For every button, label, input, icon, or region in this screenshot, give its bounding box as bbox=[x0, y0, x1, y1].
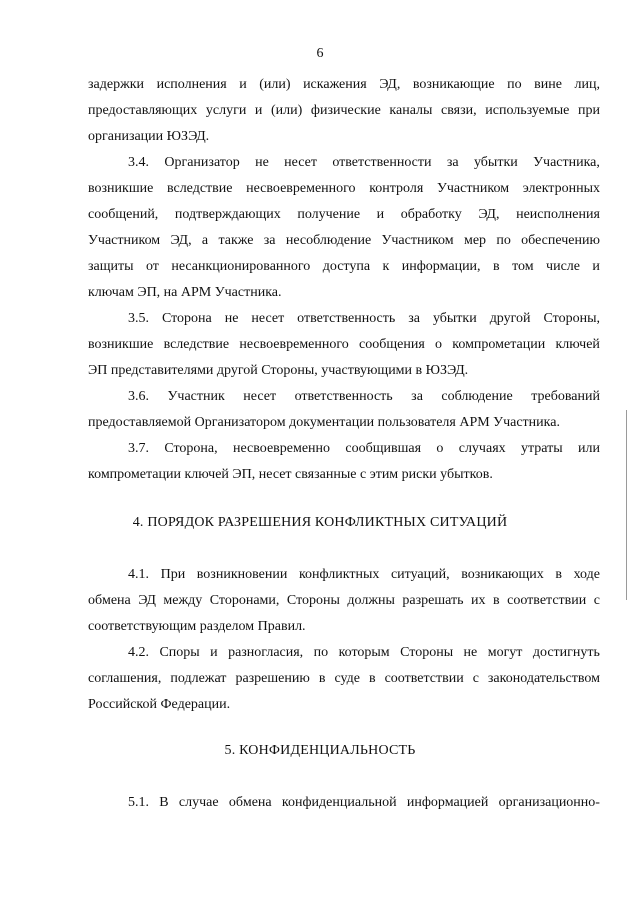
word: несет bbox=[251, 311, 285, 326]
word: Участником bbox=[381, 233, 454, 248]
word: о bbox=[435, 337, 443, 352]
word: ходе bbox=[573, 567, 600, 582]
word: искажения bbox=[303, 77, 367, 92]
word: ответственности bbox=[332, 155, 432, 170]
word: разрешать bbox=[402, 593, 464, 608]
word: по bbox=[496, 233, 511, 248]
section-heading-4: 4. ПОРЯДОК РАЗРЕШЕНИЯ КОНФЛИКТНЫХ СИТУАЦИЙ bbox=[132, 515, 508, 530]
word: Сторона bbox=[161, 311, 212, 326]
word: Сторонами, bbox=[209, 593, 280, 608]
word: доступа bbox=[322, 259, 371, 274]
word: несвоевременно bbox=[232, 441, 331, 456]
word: 3.4. bbox=[128, 155, 149, 170]
word: сообщившая bbox=[345, 441, 422, 456]
word: по bbox=[507, 77, 522, 92]
word: несоблюдение bbox=[285, 233, 372, 248]
word: несанкционированного bbox=[171, 259, 311, 274]
word: Организатор bbox=[164, 155, 240, 170]
paragraph-3-4 bbox=[88, 150, 600, 306]
word: том bbox=[512, 259, 534, 274]
word: с bbox=[593, 593, 600, 608]
word: несвоевременного bbox=[239, 337, 349, 352]
word: Участником bbox=[88, 233, 161, 248]
word: (или) bbox=[271, 103, 303, 118]
text-line: Российской Федерации. bbox=[88, 697, 231, 712]
word: конфиденциальной bbox=[281, 795, 397, 810]
word: по bbox=[313, 645, 329, 660]
paragraph-4-1 bbox=[88, 562, 600, 640]
word: и bbox=[254, 103, 263, 118]
text-line bbox=[88, 98, 600, 124]
word: их bbox=[471, 593, 486, 608]
word: контроля bbox=[369, 181, 424, 196]
word: в bbox=[318, 671, 326, 686]
text-line bbox=[88, 790, 600, 816]
word: не bbox=[255, 155, 269, 170]
word: вине bbox=[534, 77, 562, 92]
word: с bbox=[472, 671, 479, 686]
word: вследствие bbox=[163, 337, 230, 352]
word: требований bbox=[531, 389, 600, 404]
word: несвоевременного bbox=[246, 181, 356, 196]
word: организационно- bbox=[498, 795, 600, 810]
word: законодательством bbox=[487, 671, 600, 686]
word: электронных bbox=[522, 181, 600, 196]
text-line: организации ЮЗЭД. bbox=[88, 129, 210, 144]
word: в bbox=[555, 567, 562, 582]
word: 4.1. bbox=[128, 567, 149, 582]
paragraph-3-5 bbox=[88, 306, 600, 384]
word: В bbox=[159, 795, 169, 810]
word: При bbox=[160, 567, 186, 582]
word: возникшие bbox=[88, 181, 154, 196]
word: разногласия, bbox=[228, 645, 304, 660]
text-line: ЭП представителями другой Стороны, участвующими в ЮЗЭД. bbox=[88, 363, 469, 378]
word: соответствии bbox=[384, 671, 464, 686]
paragraph-intro bbox=[88, 72, 600, 150]
word: соответствии bbox=[507, 593, 587, 608]
text-line: соответствующим разделом Правил. bbox=[88, 619, 306, 634]
word: другой bbox=[489, 311, 531, 326]
word: за bbox=[408, 311, 420, 326]
word: соблюдение bbox=[441, 389, 513, 404]
text-line bbox=[88, 306, 600, 332]
page-number: 6 bbox=[316, 46, 324, 61]
word: которым bbox=[338, 645, 390, 660]
word: 4.2. bbox=[128, 645, 149, 660]
section-heading-5: 5. КОНФИДЕНЦИАЛЬНОСТЬ bbox=[224, 743, 416, 758]
text-line bbox=[88, 666, 600, 692]
word: в bbox=[368, 671, 376, 686]
word: каналы bbox=[389, 103, 433, 118]
word: к bbox=[382, 259, 390, 274]
word: Участником bbox=[436, 181, 510, 196]
word: могут bbox=[487, 645, 523, 660]
word: и bbox=[592, 259, 600, 274]
word: ситуаций, bbox=[390, 567, 450, 582]
word: Споры bbox=[159, 645, 200, 660]
word: убытки bbox=[432, 311, 477, 326]
word: обмена bbox=[88, 593, 131, 608]
word: сообщений, bbox=[88, 207, 159, 222]
word: и bbox=[210, 645, 218, 660]
word: 3.5. bbox=[128, 311, 149, 326]
word: 3.6. bbox=[128, 389, 149, 404]
word: не bbox=[463, 645, 478, 660]
word: ключей bbox=[555, 337, 600, 352]
word: возникающих bbox=[461, 567, 544, 582]
word: связи, bbox=[441, 103, 477, 118]
text-line bbox=[88, 228, 600, 254]
word: мер bbox=[463, 233, 487, 248]
word: убытки bbox=[473, 155, 518, 170]
text-line bbox=[88, 202, 600, 228]
word: о bbox=[436, 441, 444, 456]
word: задержки bbox=[88, 77, 145, 92]
word: случаях bbox=[458, 441, 506, 456]
word: разрешению bbox=[235, 671, 310, 686]
word: за bbox=[411, 389, 423, 404]
word: ответственность bbox=[294, 389, 393, 404]
word: 3.7. bbox=[128, 441, 149, 456]
word: обмена bbox=[228, 795, 272, 810]
word: случае bbox=[178, 795, 219, 810]
word: в bbox=[493, 259, 500, 274]
text-line bbox=[88, 72, 600, 98]
word: неисполнения bbox=[516, 207, 600, 222]
word: компрометации bbox=[452, 337, 546, 352]
text-line bbox=[88, 384, 600, 410]
word: а bbox=[201, 233, 209, 248]
word: конфликтных bbox=[298, 567, 380, 582]
word: физические bbox=[310, 103, 381, 118]
word: достигнуть bbox=[532, 645, 600, 660]
text-line bbox=[88, 176, 600, 202]
word: ответственность bbox=[297, 311, 396, 326]
word: вследствие bbox=[166, 181, 233, 196]
word: сообщения bbox=[359, 337, 425, 352]
text-line: ключам ЭП, на АРМ Участника. bbox=[88, 285, 282, 300]
paragraph-3-6 bbox=[88, 384, 600, 436]
word: возникновении bbox=[196, 567, 288, 582]
word: Стороны, bbox=[543, 311, 600, 326]
word: несет bbox=[243, 389, 277, 404]
word: Сторона, bbox=[164, 441, 218, 456]
word: 5.1. bbox=[128, 795, 149, 810]
paragraph-3-7 bbox=[88, 436, 600, 488]
word: несет bbox=[284, 155, 317, 170]
text-line: предоставляемой Организатором документации пользователя АРМ Участника. bbox=[88, 415, 560, 430]
word: Стороны bbox=[400, 645, 454, 660]
word: суде bbox=[334, 671, 360, 686]
word: при bbox=[577, 103, 600, 118]
word: Участник bbox=[167, 389, 225, 404]
word: за bbox=[446, 155, 459, 170]
word: должны bbox=[347, 593, 395, 608]
word: ЭД, bbox=[170, 233, 192, 248]
word: утраты bbox=[520, 441, 563, 456]
word: лиц, bbox=[574, 77, 600, 92]
word: ЭД bbox=[138, 593, 156, 608]
word: или bbox=[578, 441, 600, 456]
word: Стороны bbox=[286, 593, 340, 608]
word: в bbox=[493, 593, 500, 608]
word: между bbox=[163, 593, 203, 608]
word: подлежат bbox=[170, 671, 227, 686]
word: информации, bbox=[401, 259, 481, 274]
word: и bbox=[376, 207, 385, 222]
scan-edge-line bbox=[626, 410, 627, 600]
text-line: компрометации ключей ЭП, несет связанные с этим риски убытков. bbox=[88, 467, 493, 482]
text-line bbox=[88, 332, 600, 358]
word: возникшие bbox=[88, 337, 154, 352]
word: числе bbox=[546, 259, 580, 274]
word: за bbox=[263, 233, 276, 248]
text-line bbox=[88, 254, 600, 280]
word: (или) bbox=[259, 77, 291, 92]
word: ЭД, bbox=[478, 207, 500, 222]
word: исполнения bbox=[156, 77, 227, 92]
word: и bbox=[239, 77, 247, 92]
word: также bbox=[218, 233, 254, 248]
paragraph-5-1 bbox=[88, 790, 600, 816]
word: соглашения, bbox=[88, 671, 162, 686]
text-line bbox=[88, 588, 600, 614]
word: ЭД, bbox=[379, 77, 401, 92]
word: от bbox=[145, 259, 159, 274]
text-line bbox=[88, 640, 600, 666]
word: получение bbox=[297, 207, 361, 222]
word: используемые bbox=[485, 103, 570, 118]
word: информацией bbox=[406, 795, 489, 810]
word: обработку bbox=[400, 207, 462, 222]
text-line bbox=[88, 436, 600, 462]
word: предоставляющих bbox=[88, 103, 198, 118]
text-line bbox=[88, 150, 600, 176]
word: возникающие bbox=[412, 77, 495, 92]
paragraph-4-2 bbox=[88, 640, 600, 718]
word: услуги bbox=[205, 103, 247, 118]
word: обеспечению bbox=[521, 233, 600, 248]
word: Участника, bbox=[533, 155, 600, 170]
word: подтверждающих bbox=[174, 207, 281, 222]
text-line bbox=[88, 562, 600, 588]
word: защиты bbox=[88, 259, 134, 274]
word: не bbox=[224, 311, 239, 326]
